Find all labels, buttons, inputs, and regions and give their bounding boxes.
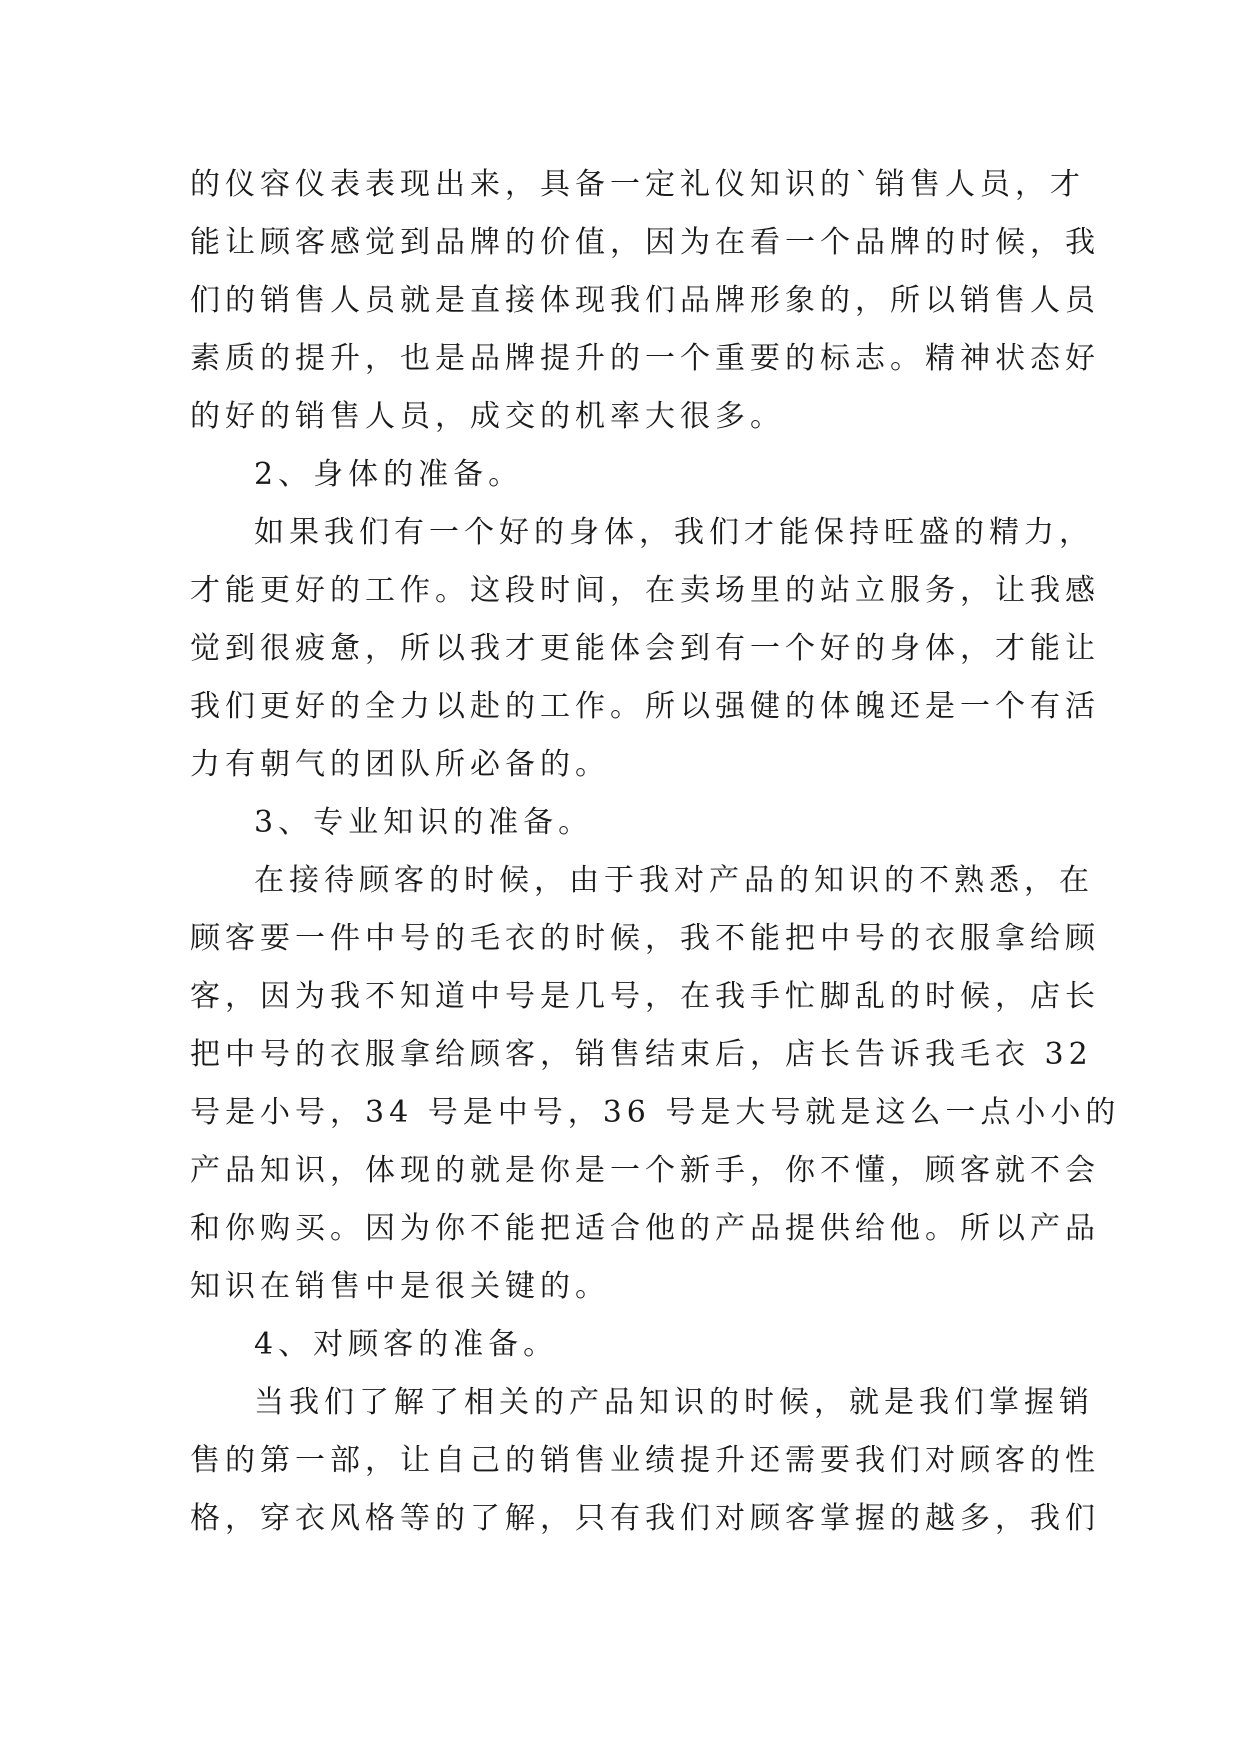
text-line: 们的销售人员就是直接体现我们品牌形象的，所以销售人员 (190, 283, 1100, 318)
text-line: 才能更好的工作。这段时间，在卖场里的站立服务，让我感 (190, 573, 1100, 608)
text-line: 力有朝气的团队所必备的。 (190, 747, 610, 782)
text-line: 觉到很疲惫，所以我才更能体会到有一个好的身体，才能让 (190, 631, 1100, 666)
document-body (190, 156, 1121, 1548)
text-line: 如果我们有一个好的身体，我们才能保持旺盛的精力， (254, 515, 1094, 550)
section-heading: 3、专业知识的准备。 (254, 805, 594, 840)
text-line: 当我们了解了相关的产品知识的时候，就是我们掌握销 (254, 1385, 1094, 1420)
text-line: 号是小号，34 号是中号，36 号是大号就是这么一点小小的 (190, 1095, 1121, 1130)
text-line: 把中号的衣服拿给顾客，销售结束后，店长告诉我毛衣 32 (190, 1037, 1093, 1072)
text-line: 在接待顾客的时候，由于我对产品的知识的不熟悉，在 (254, 863, 1094, 898)
text-line: 能让顾客感觉到品牌的价值，因为在看一个品牌的时候，我 (190, 225, 1100, 260)
text-line: 素质的提升，也是品牌提升的一个重要的标志。精神状态好 (190, 341, 1100, 376)
text-line: 知识在销售中是很关键的。 (190, 1269, 610, 1304)
text-line: 我们更好的全力以赴的工作。所以强健的体魄还是一个有活 (190, 689, 1100, 724)
text-line: 顾客要一件中号的毛衣的时候，我不能把中号的衣服拿给顾 (190, 921, 1100, 956)
section-heading: 2、身体的准备。 (254, 457, 524, 492)
text-line: 售的第一部，让自己的销售业绩提升还需要我们对顾客的性 (190, 1443, 1100, 1478)
text-line: 的好的销售人员，成交的机率大很多。 (190, 399, 785, 434)
text-line: 的仪容仪表表现出来，具备一定礼仪知识的`销售人员，才 (190, 167, 1085, 202)
text-line: 和你购买。因为你不能把适合他的产品提供给他。所以产品 (190, 1211, 1100, 1246)
text-line: 客，因为我不知道中号是几号，在我手忙脚乱的时候，店长 (190, 979, 1100, 1014)
section-heading: 4、对顾客的准备。 (254, 1327, 559, 1362)
text-line: 产品知识，体现的就是你是一个新手，你不懂，顾客就不会 (190, 1153, 1100, 1188)
text-line: 格，穿衣风格等的了解，只有我们对顾客掌握的越多，我们 (190, 1501, 1100, 1536)
